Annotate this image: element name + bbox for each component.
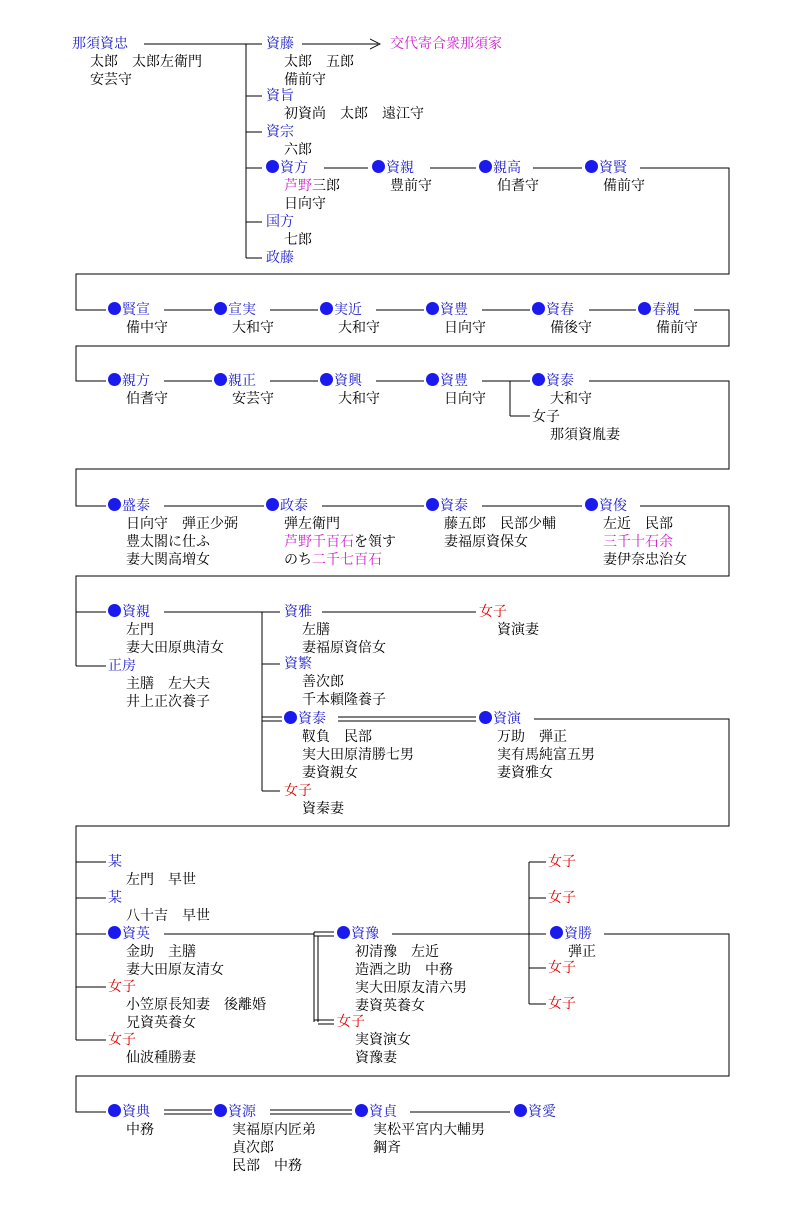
person-detail: 善次郎 — [302, 674, 344, 690]
person-sukeyasu: 資泰 — [532, 372, 574, 390]
person-detail: 三千十石余 — [603, 534, 673, 550]
person-detail: 妻伊奈忠治女 — [603, 552, 687, 568]
person-detail: 日向守 — [444, 320, 486, 336]
person-detail: 実資演女 — [355, 1032, 411, 1048]
person-detail: 妻大関高増女 — [126, 552, 210, 568]
person-sukemune-b: 資宗 — [266, 124, 294, 140]
main-line-dot-icon — [479, 711, 492, 724]
main-line-dot-icon — [320, 302, 333, 315]
person-sukefuji: 資藤 — [266, 36, 294, 52]
main-line-dot-icon — [214, 373, 227, 386]
person-detail: のち二千七百石 — [284, 552, 382, 568]
person-gen2: 春親 — [638, 301, 680, 319]
person-chikataka: 親高 — [479, 159, 521, 177]
person-chikakata: 親方 — [108, 372, 150, 390]
main-line-dot-icon — [108, 604, 121, 617]
person-suketsugu: 資泰 — [284, 710, 326, 728]
lineage-note: 交代寄合衆那須家 — [390, 36, 502, 52]
person-detail: 備中守 — [126, 320, 168, 336]
person-chikamasa: 親正 — [214, 372, 256, 390]
person-sukehide: 資英 — [108, 925, 150, 943]
person-sukenobu: 資演 — [479, 710, 521, 728]
person-sukekata: 資方 — [266, 159, 308, 177]
person-daughter: 女子 — [532, 409, 560, 425]
person-detail: 兄資英養女 — [126, 1015, 196, 1031]
person-suketada: 資貞 — [355, 1103, 397, 1121]
person-sukemasa: 資雅 — [284, 604, 312, 620]
person-detail: 鋼斉 — [373, 1140, 401, 1156]
person-detail: 資秦妻 — [302, 801, 344, 817]
person-detail: 豊太閤に仕ふ — [126, 534, 210, 550]
person-daughter: 女子 — [548, 960, 576, 976]
person-suketoyo: 資豊 — [426, 372, 468, 390]
main-line-dot-icon — [108, 926, 121, 939]
person-detail: 備後守 — [550, 320, 592, 336]
person-detail: 八十吉 早世 — [126, 908, 210, 924]
person-sukeyasu-2: 資泰 — [426, 497, 468, 515]
person-detail: 芦野三郎 — [284, 178, 340, 194]
person-daughter: 女子 — [284, 783, 312, 799]
person-detail: 日向守 弾正少弼 — [126, 516, 238, 532]
person-detail: 実大田原清勝七男 — [302, 747, 414, 763]
main-line-dot-icon — [426, 302, 439, 315]
person-detail: 造酒之助 中務 — [355, 962, 453, 978]
person-detail: 資豫妻 — [355, 1050, 397, 1066]
person-sukemoto: 資源 — [214, 1103, 256, 1121]
person-masayasu: 政泰 — [266, 497, 308, 515]
main-line-dot-icon — [108, 498, 121, 511]
person-detail: 大和守 — [338, 320, 380, 336]
person-sukechika-2: 資親 — [108, 603, 150, 621]
person-sukeyo: 資豫 — [337, 925, 379, 943]
person-detail: 備前守 — [656, 320, 698, 336]
person-detail: 左門 — [126, 622, 154, 638]
main-line-dot-icon — [214, 1104, 227, 1117]
main-line-dot-icon — [284, 711, 297, 724]
person-daughter: 女子 — [108, 1032, 136, 1048]
person-detail: 靫負 民部 — [302, 729, 372, 745]
person-nasu-suketada: 那須資忠 — [72, 36, 128, 52]
person-detail: 妻資親女 — [302, 765, 358, 781]
person-detail: 妻大田原友清女 — [126, 962, 224, 978]
main-line-dot-icon — [337, 926, 350, 939]
person-detail: 弾左衛門 — [284, 516, 340, 532]
person-detail: 妻資英養女 — [355, 998, 425, 1014]
person-detail: 民部 中務 — [232, 1158, 302, 1174]
main-line-dot-icon — [550, 926, 563, 939]
person-detail: 主膳 左大夫 — [126, 676, 210, 692]
person-detail: 妻大田原典清女 — [126, 640, 224, 656]
person-detail: 太郎 太郎左衛門 — [90, 54, 202, 70]
main-line-dot-icon — [266, 160, 279, 173]
person-bo-1: 某 — [108, 854, 122, 870]
person-daughter: 女子 — [108, 979, 136, 995]
person-detail: 備前守 — [603, 178, 645, 194]
main-line-dot-icon — [585, 498, 598, 511]
person-detail: 妻福原資倍女 — [302, 640, 386, 656]
person-detail: 安芸守 — [232, 391, 274, 407]
person-masafuji: 政藤 — [266, 250, 294, 266]
main-line-dot-icon — [532, 302, 545, 315]
person-sukeshige: 資繁 — [284, 656, 312, 672]
person-detail: 貞次郎 — [232, 1140, 274, 1156]
person-detail: 千本頼隆養子 — [302, 692, 386, 708]
person-daughter: 女子 — [548, 890, 576, 906]
main-line-dot-icon — [320, 373, 333, 386]
person-daughter: 女子 — [548, 996, 576, 1012]
person-detail: 小笠原長知妻 後離婚 — [126, 997, 266, 1013]
person-detail: 太郎 五郎 — [284, 54, 354, 70]
person-sukechika: 資親 — [372, 159, 414, 177]
person-detail: 左近 民部 — [603, 516, 673, 532]
person-gen2: 宣実 — [214, 301, 256, 319]
person-daughter: 女子 — [479, 604, 507, 620]
person-suketoshi: 資俊 — [585, 497, 627, 515]
person-detail: 藤五郎 民部少輔 — [444, 516, 556, 532]
person-sukekatsu: 資勝 — [550, 925, 592, 943]
main-line-dot-icon — [514, 1104, 527, 1117]
person-detail: 伯耆守 — [126, 391, 168, 407]
main-line-dot-icon — [479, 160, 492, 173]
person-detail: 大和守 — [550, 391, 592, 407]
person-detail: 伯耆守 — [497, 178, 539, 194]
person-sukenori: 資典 — [108, 1103, 150, 1121]
person-detail: 実福原内匠弟 — [232, 1122, 316, 1138]
person-detail: 安芸守 — [90, 72, 132, 88]
person-sukemune-a: 資旨 — [266, 88, 294, 104]
person-detail: 芦野千百石を領す — [284, 534, 396, 550]
person-detail: 実松平宮内大輔男 — [373, 1122, 485, 1138]
person-detail: 大和守 — [232, 320, 274, 336]
person-detail: 七郎 — [284, 232, 312, 248]
person-detail: 万助 弾正 — [497, 729, 567, 745]
person-sukeai: 資愛 — [514, 1103, 556, 1121]
person-detail: 金助 主膳 — [126, 944, 196, 960]
person-detail: 実大田原友清六男 — [355, 980, 467, 996]
main-line-dot-icon — [108, 373, 121, 386]
person-detail: 六郎 — [284, 142, 312, 158]
person-daughter: 女子 — [337, 1014, 365, 1030]
person-detail: 大和守 — [338, 391, 380, 407]
main-line-dot-icon — [426, 498, 439, 511]
main-line-dot-icon — [372, 160, 385, 173]
main-line-dot-icon — [426, 373, 439, 386]
main-line-dot-icon — [266, 498, 279, 511]
person-detail: 初資尚 太郎 遠江守 — [284, 106, 424, 122]
person-detail: 那須資胤妻 — [550, 427, 620, 443]
person-detail: 備前守 — [284, 72, 326, 88]
person-gen2: 賢宣 — [108, 301, 150, 319]
person-detail: 仙波種勝妻 — [126, 1050, 196, 1066]
main-line-dot-icon — [108, 302, 121, 315]
person-detail: 左膳 — [302, 622, 330, 638]
person-daughter: 女子 — [548, 854, 576, 870]
person-detail: 中務 — [126, 1122, 154, 1138]
main-line-dot-icon — [638, 302, 651, 315]
person-bo-2: 某 — [108, 890, 122, 906]
person-masafusa: 正房 — [108, 658, 136, 674]
main-line-dot-icon — [214, 302, 227, 315]
person-gen2: 実近 — [320, 301, 362, 319]
main-line-dot-icon — [532, 373, 545, 386]
person-detail: 妻福原資保女 — [444, 534, 528, 550]
person-gen2: 資豊 — [426, 301, 468, 319]
person-sukekata2: 資賢 — [585, 159, 627, 177]
person-detail: 日向守 — [444, 391, 486, 407]
person-detail: 資演妻 — [497, 622, 539, 638]
person-detail: 日向守 — [284, 196, 326, 212]
main-line-dot-icon — [108, 1104, 121, 1117]
person-gen2: 資春 — [532, 301, 574, 319]
person-detail: 初清豫 左近 — [355, 944, 439, 960]
person-detail: 弾正 — [568, 944, 596, 960]
person-detail: 豊前守 — [390, 178, 432, 194]
person-moriyasu: 盛泰 — [108, 497, 150, 515]
main-line-dot-icon — [585, 160, 598, 173]
person-detail: 妻資雅女 — [497, 765, 553, 781]
person-kunikata: 国方 — [266, 214, 294, 230]
person-detail: 左門 早世 — [126, 872, 196, 888]
main-line-dot-icon — [355, 1104, 368, 1117]
person-sukeoki: 資興 — [320, 372, 362, 390]
person-detail: 井上正次養子 — [126, 694, 210, 710]
person-detail: 実有馬純富五男 — [497, 747, 595, 763]
